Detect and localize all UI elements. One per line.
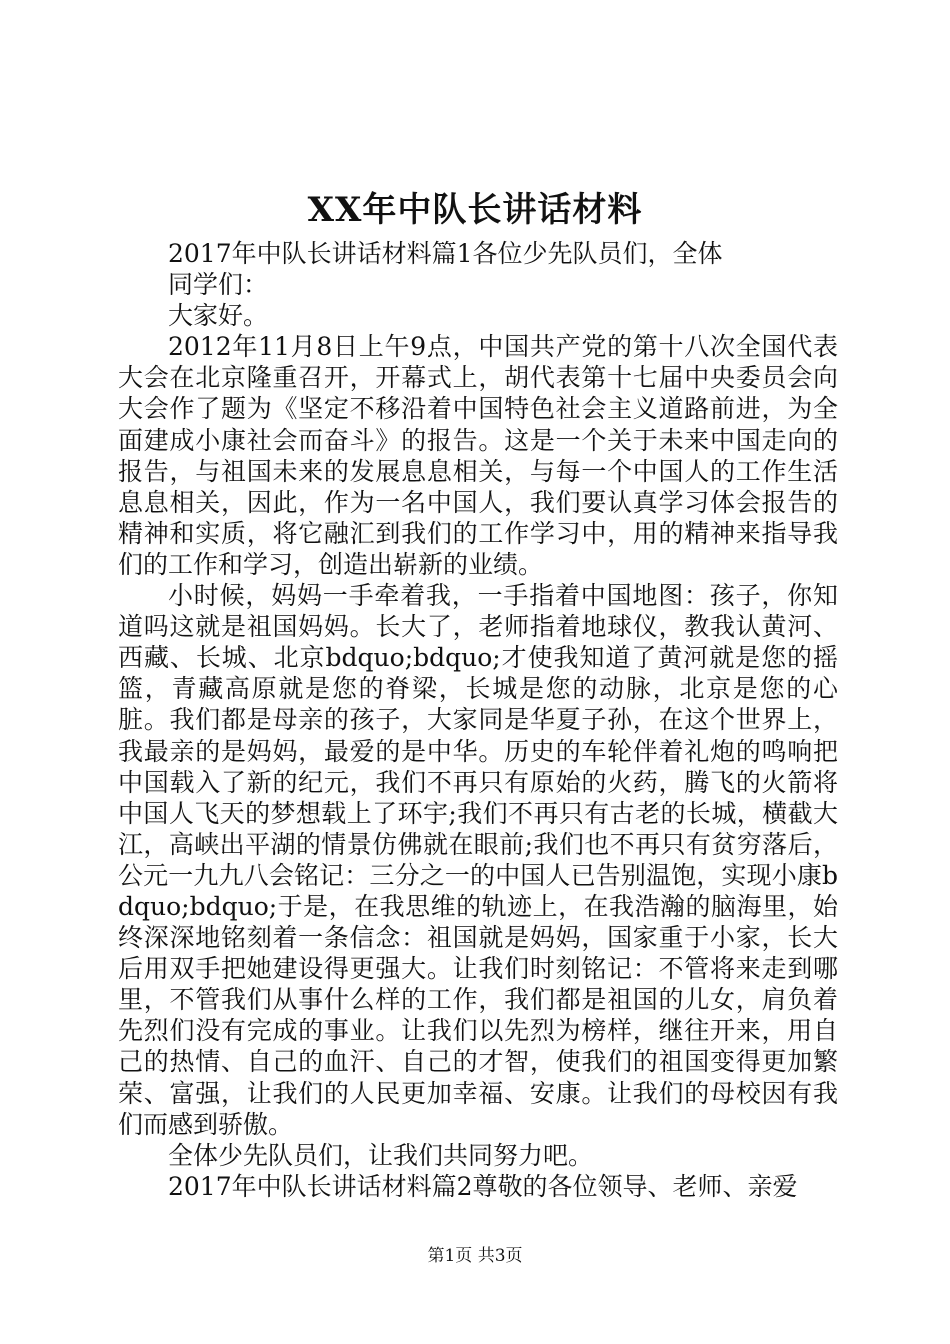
paragraph-1 [118,238,838,300]
paragraph-1-line-1: 2017年中队长讲话材料篇1各位少先队员们，全体 [168,239,723,268]
paragraph-5: 全体少先队员们，让我们共同努力吧。 [168,1140,594,1170]
paragraph-4: 小时候，妈妈一手牵着我，一手指着中国地图：孩子，你知道吗这就是祖国妈妈。长大了，老师指着地球仪，教我认黄河、西藏、长城、北京bdquo;bdquo;才使我知道了黄河就是您的摇篮，青藏高原就是您的脊梁，长城是您的动脉，北京是您的心脏。我们都是母亲的孩子，大家同是华夏子孙，在这个世界上，我最亲的是妈妈，最爱的是中华。历史的车轮伴着礼炮的鸣响把中国载入了新的纪元，我们不再只有原始的火药，腾飞的火箭将中国人飞天的梦想载上了环宇;我们不再只有古老的长城，横截大江，高峡出平湖的情景仿佛就在眼前;我们也不再只有贫穷落后，公元一九九八会铭记：三分之一的中国人已告别温饱，实现小康bdquo;bdquo;于是，在我思维的轨迹上，在我浩瀚的脑海里，始终深深地铭刻着一条信念：祖国就是妈妈，国家重于小家，长大后用双手把她建设得更强大。让我们时刻铭记：不管将来走到哪里，不管我们从事什么样的工作，我们都是祖国的儿女，肩负着先烈们没有完成的事业。让我们以先烈为榜样，继往开来，用自己的热情、自己的血汗、自己的才智，使我们的祖国变得更加繁荣、富强，让我们的人民更加幸福、安康。让我们的母校因有我们而感到骄傲。 [118,581,838,1139]
paragraph-2: 大家好。 [168,301,269,331]
paragraph-1-line-2: 同学们： [168,270,269,300]
paragraph-6: 2017年中队长讲话材料篇2尊敬的各位领导、老师、亲爱 [168,1171,798,1201]
paragraph-3: 2012年11月8日上午9点，中国共产党的第十八次全国代表大会在北京隆重召开，开幕式上，胡代表第十七届中央委员会向大会作了题为《坚定不移沿着中国特色社会主义道路前进，为全面建成小康社会而奋斗》的报告。这是一个关于未来中国走向的报告，与祖国未来的发展息息相关，与每一个中国人的工作生活息息相关，因此，作为一名中国人，我们要认真学习体会报告的精神和实质，将它融汇到我们的工作学习中，用的精神来指导我们的工作和学习，创造出崭新的业绩。 [118,332,838,579]
document-body [118,238,838,1202]
page-footer: 第1页 共3页 [427,1246,523,1266]
document-title: XX年中队长讲话材料 [307,190,643,230]
